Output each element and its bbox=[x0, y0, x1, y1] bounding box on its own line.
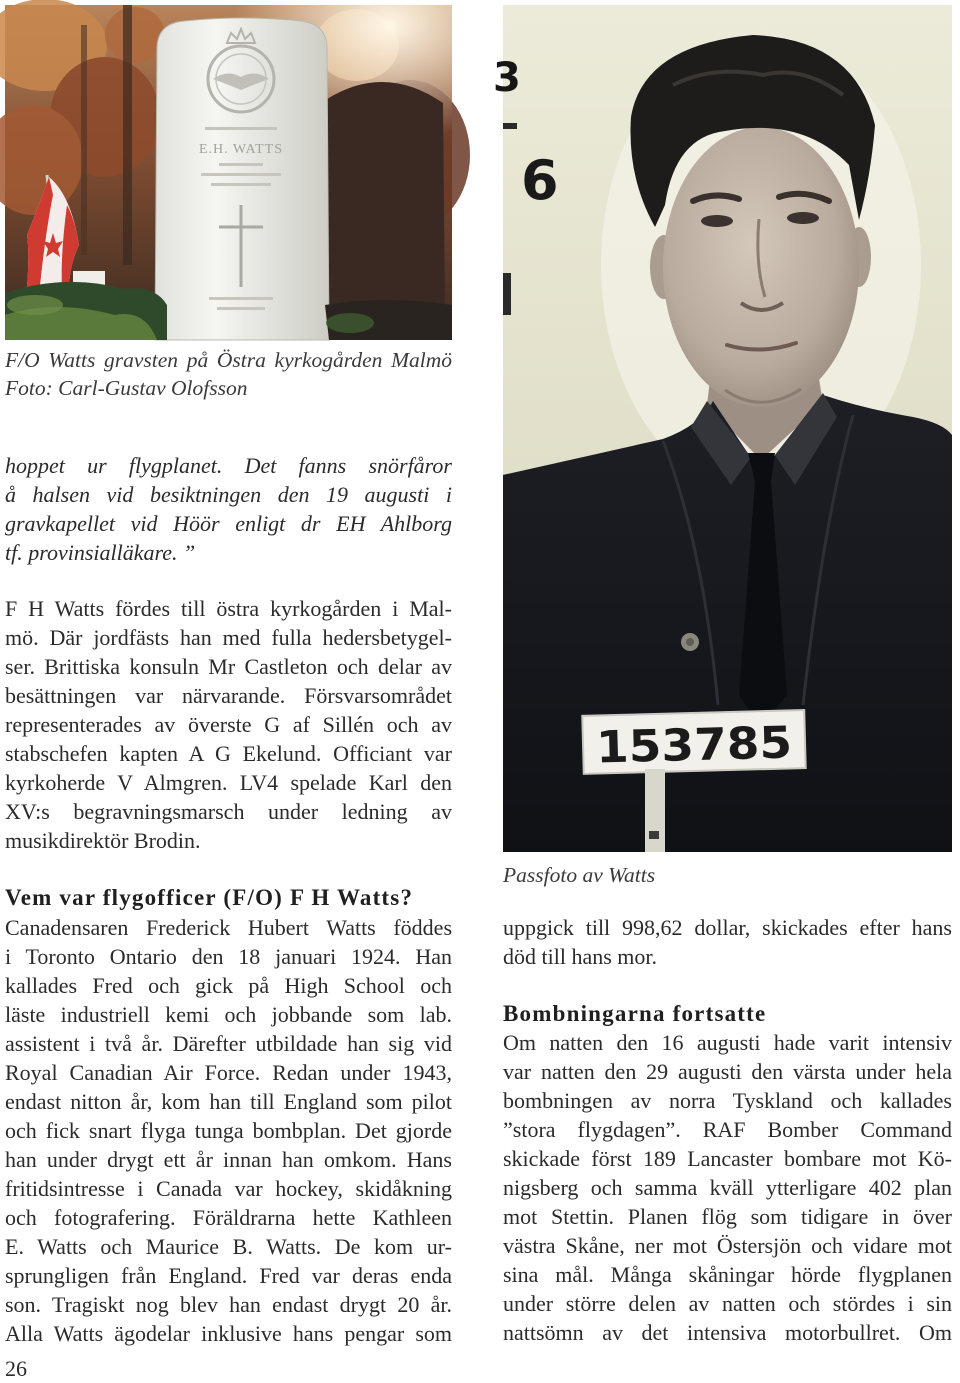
body-line: och fick snart flyga tunga bombplan. Det gjorde bbox=[5, 1118, 452, 1143]
body-line: mö. Där jordfästs han med fulla hedersbetygel- bbox=[5, 625, 452, 650]
quote-line: tf. provinsialläkare. ” bbox=[5, 540, 196, 565]
body-line: under större delen av natten och stördes i sin bbox=[503, 1291, 952, 1316]
body-line: Om natten den 16 augusti hade varit intensiv bbox=[503, 1030, 952, 1055]
body-line: besättningen var närvarande. Försvarsområdet bbox=[5, 683, 452, 708]
body-line: endast nitton år, kom han till England som pilot bbox=[5, 1089, 452, 1114]
funeral-paragraph bbox=[5, 594, 452, 855]
bombing-paragraph bbox=[503, 1028, 952, 1347]
height-mark: 3 bbox=[493, 55, 521, 101]
biography-paragraph bbox=[5, 913, 452, 1348]
body-line: och fotografering. Föräldrarna hette Kathleen bbox=[5, 1205, 452, 1230]
body-line: i Toronto Ontario den 18 januari 1924. Han bbox=[5, 944, 452, 969]
body-line: Alla Watts ägodelar inklusive hans pengar som bbox=[5, 1321, 452, 1346]
body-line: västra Skåne, ner mot Östersjön och vidare mot bbox=[503, 1233, 952, 1258]
body-line: assistent i två år. Därefter utbildade han sig vid bbox=[5, 1031, 452, 1056]
body-line: sprungligen från England. Fred var deras enda bbox=[5, 1263, 452, 1288]
page-number: 26 bbox=[5, 1356, 27, 1381]
quote-line: å halsen vid besiktningen den 19 augusti i bbox=[5, 482, 452, 507]
body-line: nattsömn av det intensiva motorbullret. Om bbox=[503, 1320, 952, 1345]
section-heading: Vem var flygofficer (F/O) F H Watts? bbox=[5, 885, 414, 910]
placard-number: 153785 bbox=[595, 717, 781, 774]
body-line: XV:s begravningsmarsch under ledning av bbox=[5, 799, 452, 824]
body-line: Royal Canadian Air Force. Redan under 1943, bbox=[5, 1060, 452, 1085]
gravestone-photo bbox=[5, 5, 452, 340]
portrait-photo bbox=[493, 5, 952, 852]
body-line: F H Watts fördes till östra kyrkogården i Mal- bbox=[5, 596, 452, 621]
photo-caption: Passfoto av Watts bbox=[503, 863, 656, 887]
body-line: E. Watts och Maurice B. Watts. De kom ur- bbox=[5, 1234, 452, 1259]
body-line: son. Tragiskt nog blev han endast drygt 20 år. bbox=[5, 1292, 452, 1317]
body-line: han under drygt ett år innan han omkom. Hans bbox=[5, 1147, 452, 1172]
height-mark: 6 bbox=[521, 149, 559, 212]
body-line: kyrkoherde V Almgren. LV4 spelade Karl den bbox=[5, 770, 452, 795]
photo-caption: F/O Watts gravsten på Östra kyrkogården Malmö bbox=[5, 348, 452, 372]
body-line: nigsberg och samma kväll ytterligare 402 plan bbox=[503, 1175, 952, 1200]
quote-line: hoppet ur flygplanet. Det fanns snörfåror bbox=[5, 453, 452, 478]
continued-paragraph bbox=[503, 913, 952, 971]
body-line: representerades av överste G af Sillén och av bbox=[5, 712, 452, 737]
body-line: ser. Brittiska konsuln Mr Castleton och delar av bbox=[5, 654, 452, 679]
section-heading: Bombningarna fortsatte bbox=[503, 1001, 767, 1026]
body-line: Canadensaren Frederick Hubert Watts föddes bbox=[5, 915, 452, 940]
gravestone-engraving: E.H. WATTS bbox=[198, 142, 284, 157]
body-line: bombningen av norra Tyskland och kallades bbox=[503, 1088, 952, 1113]
body-line: död till hans mor. bbox=[503, 944, 657, 969]
body-line: uppgick till 998,62 dollar, skickades efter hans bbox=[503, 915, 952, 940]
body-line: läste industriell kemi och jobbande som lab. bbox=[5, 1002, 452, 1027]
photo-credit: Foto: Carl-Gustav Olofsson bbox=[5, 376, 248, 400]
body-line: sina mål. Många skåningar hörde flygplanen bbox=[503, 1262, 952, 1287]
body-line: fritidsintresse i Canada var hockey, skidåkning bbox=[5, 1176, 452, 1201]
body-line: skickade först 189 Lancaster bombare mot Kö- bbox=[503, 1146, 952, 1171]
body-line: musikdirektör Brodin. bbox=[5, 828, 201, 853]
body-line: kallades Fred och gick på High School och bbox=[5, 973, 452, 998]
body-line: var natten den 29 augusti den värsta under hela bbox=[503, 1059, 952, 1084]
quote-paragraph bbox=[5, 451, 452, 567]
body-line: ”stora flygdagen”. RAF Bomber Command bbox=[503, 1117, 952, 1142]
body-line: stabschefen kapten A G Ekelund. Officiant var bbox=[5, 741, 452, 766]
quote-line: gravkapellet vid Höör enligt dr EH Ahlborg bbox=[5, 511, 452, 536]
body-line: mot Stettin. Planen flög som tidigare in över bbox=[503, 1204, 952, 1229]
